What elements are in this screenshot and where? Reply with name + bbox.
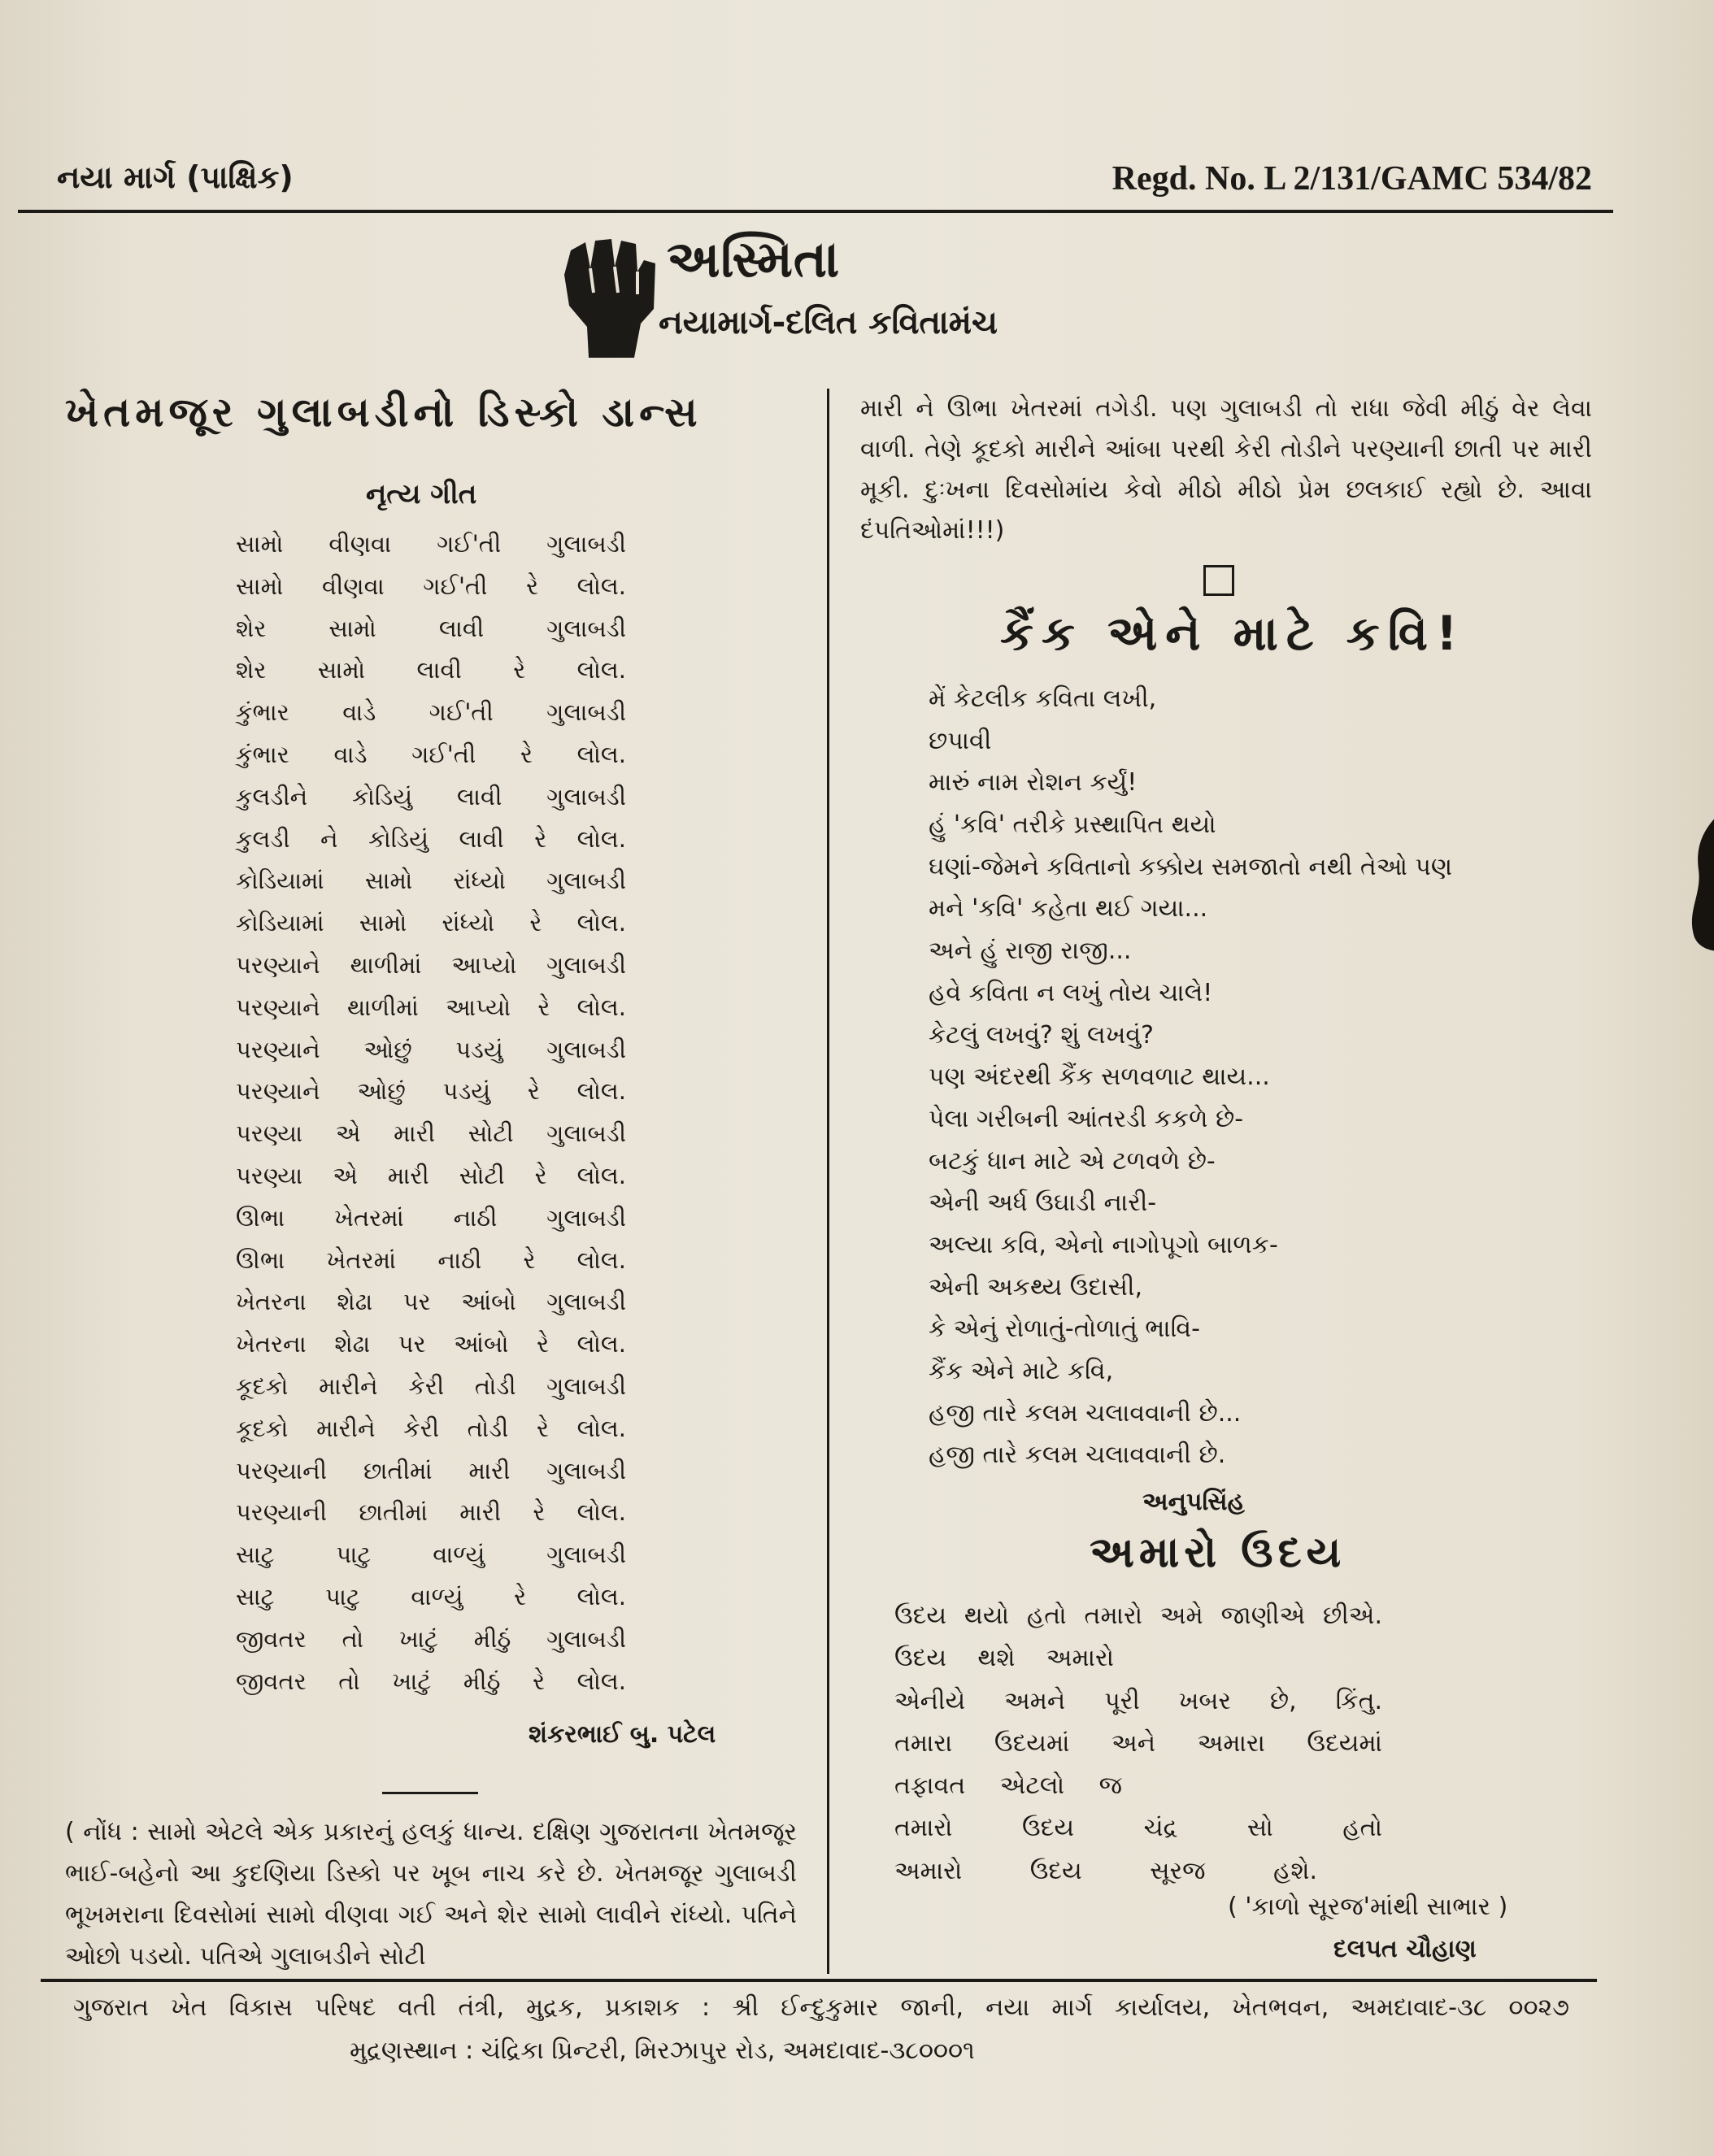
poem3-credit: ( 'કાળો સૂરજ'માંથી સાભાર ) <box>1228 1893 1508 1921</box>
poem-line: તમારો ઉદય ચંદ્ર સો હતો <box>894 1814 1382 1843</box>
poem-line: પરણ્યાને થાળીમાં આપ્યો રે લોલ. <box>236 993 626 1021</box>
poem-line: કે એનું રોળાતું-તોળાતું ભાવિ- <box>929 1315 1200 1344</box>
raised-fist-icon <box>553 236 663 358</box>
poem-line: હું 'કવિ' તરીકે પ્રસ્થાપિત થયો <box>929 811 1216 840</box>
poem-line: પરણ્યાને થાળીમાં આપ્યો ગુલાબડી <box>236 950 626 979</box>
poem-line: એની અકથ્ય ઉદાસી, <box>929 1272 1143 1302</box>
poem-line: હજી તારે કલમ ચલાવવાની છે... <box>929 1398 1242 1428</box>
poem-line: ખેતરના શેઢા પર આંબો ગુલાબડી <box>236 1288 626 1316</box>
poem-line: છપાવી <box>929 726 992 755</box>
poem1-note-continued: મારી ને ઊભા ખેતરમાં તગેડી. પણ ગુલાબડી તો રાધા જેવી મીઠું વેર લેવા વાળી. તેણે કૂદકો મારીને આંબા પરથી કેરી તોડીને પરણ્યાની છાતી પર મારી મૂકી. દુઃખના દિવસોમાંય કેવો મીઠો મીઠો પ્રેમ છલકાઈ રહ્યો છે. આવા દંપતિઓમાં!!!) <box>860 394 1592 545</box>
poem-line: અમારો ઉદય સૂરજ હશે. <box>894 1856 1317 1885</box>
poem1-author: શંકરભાઈ બુ. પટેલ <box>529 1720 716 1749</box>
poem-line: અને હું રાજી રાજી... <box>929 937 1132 966</box>
poem3-body <box>894 1595 1382 1893</box>
poem-line: એની અર્ધ ઉઘાડી નારી- <box>929 1189 1157 1218</box>
poem2-body <box>929 678 1595 1476</box>
poem-line: કુંભાર વાડે ગઈ'તી ગુલાબડી <box>236 698 626 727</box>
poem-line: કુલડી ને કોડિયું લાવી રે લોલ. <box>236 824 626 853</box>
poem-line: કૂદકો મારીને કેરી તોડી રે લોલ. <box>236 1414 626 1442</box>
logo-title: અસ્મિતા <box>667 229 841 289</box>
poem-line: મને 'કવિ' કહેતા થઈ ગયા... <box>929 894 1208 924</box>
poem-line: કૂદકો મારીને કેરી તોડી ગુલાબડી <box>236 1371 626 1400</box>
poem2-title: કૈંક એને માટે કવિ! <box>1000 606 1466 661</box>
poem-line: કોડિયામાં સામો રાંધ્યો ગુલાબડી <box>236 867 626 895</box>
poem-line: પરણ્યાની છાતીમાં મારી રે લોલ. <box>236 1498 626 1527</box>
header-rule <box>18 210 1613 213</box>
poem-line: કેટલું લખવું? શું લખવું? <box>929 1020 1154 1050</box>
poem-line: ઊભા ખેતરમાં નાઠી રે લોલ. <box>236 1245 626 1274</box>
poem2-author: અનુપસિંહ <box>1142 1488 1245 1516</box>
poem-line: પરણ્યાને ઓછું પડયું ગુલાબડી <box>236 1035 626 1063</box>
poem-line: કુલડીને કોડિયું લાવી ગુલાબડી <box>236 782 626 811</box>
poem-line: એનીયે અમને પૂરી ખબર છે, કિંતુ. <box>894 1686 1382 1715</box>
page-tear-mark <box>1671 813 1714 951</box>
poem-line: સામો વીણવા ગઈ'તી રે લોલ. <box>236 572 626 600</box>
poem-line: જીવતર તો ખાટું મીઠું ગુલાબડી <box>236 1624 626 1653</box>
poem-line: કોડિયામાં સામો રાંધ્યો રે લોલ. <box>236 909 626 937</box>
poem-line: સાટુ પાટુ વાળ્યું ગુલાબડી <box>236 1541 626 1569</box>
note-separator <box>382 1792 478 1794</box>
poem-line: ખેતરના શેઢા પર આંબો રે લોલ. <box>236 1330 626 1358</box>
asmita-logo <box>553 229 998 363</box>
publisher-line: ગુજરાત ખેત વિકાસ પરિષદ વતી તંત્રી, મુદ્રક, પ્રકાશક : શ્રી ઈન્દુકુમાર જાની, નયા માર્ગ કાર્યાલય, ખેતભવન, અમદાવાદ-૩૮ ૦૦૨૭ <box>73 1993 1569 2022</box>
poem-line: હવે કવિતા ન લખું તોય ચાલે! <box>929 978 1213 1007</box>
column-divider <box>827 389 829 1974</box>
publication-name: નયા માર્ગ (પાક્ષિક) <box>57 159 294 195</box>
poem1-title: ખેતમજૂર ગુલાબડીનો ડિસ્કો ડાન્સ <box>65 389 703 436</box>
poem-line: શેર સામો લાવી ગુલાબડી <box>236 614 626 642</box>
poem1-note <box>65 1811 797 1977</box>
poem-line: પરણ્યાને ઓછું પડયું રે લોલ. <box>236 1077 626 1106</box>
poem1-subtitle: નૃત્ય ગીત <box>366 478 477 511</box>
poem-line: જીવતર તો ખાટું મીઠું રે લોલ. <box>236 1667 626 1695</box>
poem-line: પણ અંદરથી કૈંક સળવળાટ થાય... <box>929 1063 1270 1092</box>
poem-line: મેં કેટલીક કવિતા લખી, <box>929 685 1157 713</box>
registration-number: Regd. No. L 2/131/GAMC 534/82 <box>1111 160 1592 198</box>
poem3-author: દલપત ચૌહાણ <box>1333 1935 1477 1963</box>
logo-subtitle: નયામાર્ગ-દલિત કવિતામંચ <box>659 304 998 341</box>
poem-line: મારું નામ રોશન કર્યું! <box>929 768 1138 798</box>
poem-line: સામો વીણવા ગઈ'તી ગુલાબડી <box>236 530 626 558</box>
poem3-title: અમારો ઉદય <box>1090 1528 1346 1577</box>
poem-line: પરણ્યાની છાતીમાં મારી ગુલાબડી <box>236 1456 626 1484</box>
printer-line: મુદ્રણસ્થાન : ચંદ્રિકા પ્રિન્ટરી, મિરઝાપુર રોડ, અમદાવાદ-૩૮૦૦૦૧ <box>350 2036 975 2065</box>
footer-rule <box>41 1979 1597 1982</box>
poem-line: શેર સામો લાવી રે લોલ. <box>236 656 626 685</box>
poem1-body <box>236 524 626 1702</box>
note-text: ( નોંધ : સામો એટલે એક પ્રકારનું હલકું ધાન્ય. દક્ષિણ ગુજરાતના ખેતમજૂર ભાઈ-બહેનો આ કુદણિયા ડિસ્કો પર ખૂબ નાચ કરે છે. ખેતમજૂર ગુલાબડી ભૂખમરાના દિવસોમાં સામો વીણવા ગઈ અને શેર સામો લાવીને રાંધ્યો. પતિને ઓછો પડયો. પતિએ ગુલાબડીને સોટી <box>65 1818 797 1971</box>
poem-line: ઉદય થશે અમારો <box>894 1644 1114 1673</box>
poem-line: પરણ્યા એ મારી સોટી રે લોલ. <box>236 1161 626 1189</box>
poem-line: કુંભાર વાડે ગઈ'તી રે લોલ. <box>236 740 626 768</box>
poem-line: તફાવત એટલો જ <box>894 1771 1122 1801</box>
poem-line: સાટુ પાટુ વાળ્યું રે લોલ. <box>236 1582 626 1610</box>
poem-line: હજી તારે કલમ ચલાવવાની છે. <box>929 1441 1226 1470</box>
poem-line: બટકું ધાન માટે એ ટળવળે છે- <box>929 1146 1216 1176</box>
poem-line: અલ્યા કવિ, એનો નાગોપૂગો બાળક- <box>929 1230 1278 1259</box>
section-separator-box <box>1203 565 1234 596</box>
poem-line: પરણ્યા એ મારી સોટી ગુલાબડી <box>236 1119 626 1148</box>
poem-line: ઘણાં-જેમને કવિતાનો કક્કોય સમજાતો નથી તેઓ પણ <box>929 852 1453 881</box>
poem-line: ઊભા ખેતરમાં નાઠી ગુલાબડી <box>236 1203 626 1232</box>
poem-line: ઉદય થયો હતો તમારો અમે જાણીએ છીએ. <box>894 1602 1382 1630</box>
poem-line: તમારા ઉદયમાં અને અમારા ઉદયમાં <box>894 1728 1382 1758</box>
poem-line: કૈંક એને માટે કવિ, <box>929 1357 1114 1385</box>
poem-line: પેલા ગરીબની આંતરડી કકળે છે- <box>929 1104 1244 1133</box>
